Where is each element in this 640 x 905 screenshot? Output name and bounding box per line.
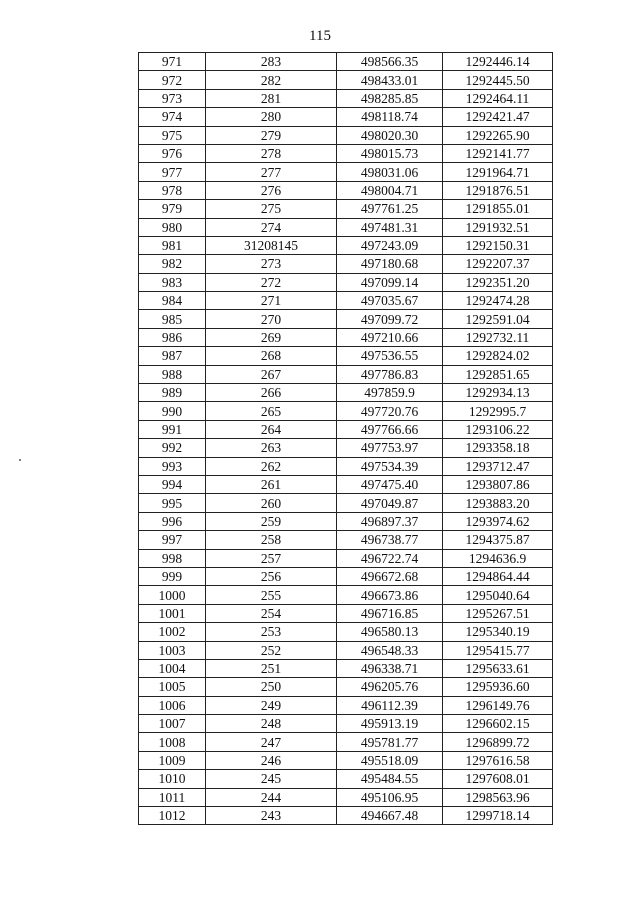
point-number-cell: 259 [206, 512, 337, 530]
table-row [139, 439, 553, 457]
point-number-cell: 283 [206, 53, 337, 71]
point-number-cell: 268 [206, 347, 337, 365]
y-coordinate-cell: 1295633.61 [443, 659, 553, 677]
table-row [139, 586, 553, 604]
y-coordinate-cell: 1292591.04 [443, 310, 553, 328]
table-row [139, 71, 553, 89]
x-coordinate-cell: 497859.9 [337, 384, 443, 402]
y-coordinate-cell: 1293807.86 [443, 475, 553, 493]
table-row [139, 310, 553, 328]
table-row [139, 788, 553, 806]
x-coordinate-cell: 498566.35 [337, 53, 443, 71]
point-number-cell: 269 [206, 328, 337, 346]
row-index-cell: 990 [139, 402, 206, 420]
x-coordinate-cell: 495781.77 [337, 733, 443, 751]
table-row [139, 751, 553, 769]
x-coordinate-cell: 497761.25 [337, 200, 443, 218]
x-coordinate-cell: 498285.85 [337, 89, 443, 107]
y-coordinate-cell: 1295340.19 [443, 623, 553, 641]
y-coordinate-cell: 1295936.60 [443, 678, 553, 696]
x-coordinate-cell: 498015.73 [337, 144, 443, 162]
table-row [139, 108, 553, 126]
table-row [139, 770, 553, 788]
x-coordinate-cell: 496738.77 [337, 531, 443, 549]
row-index-cell: 1001 [139, 604, 206, 622]
x-coordinate-cell: 496548.33 [337, 641, 443, 659]
row-index-cell: 1011 [139, 788, 206, 806]
table-row [139, 457, 553, 475]
row-index-cell: 1012 [139, 807, 206, 825]
y-coordinate-cell: 1293712.47 [443, 457, 553, 475]
point-number-cell: 249 [206, 696, 337, 714]
row-index-cell: 992 [139, 439, 206, 457]
row-index-cell: 1002 [139, 623, 206, 641]
x-coordinate-cell: 498433.01 [337, 71, 443, 89]
y-coordinate-cell: 1298563.96 [443, 788, 553, 806]
point-number-cell: 267 [206, 365, 337, 383]
x-coordinate-cell: 494667.48 [337, 807, 443, 825]
y-coordinate-cell: 1296149.76 [443, 696, 553, 714]
row-index-cell: 975 [139, 126, 206, 144]
table-row [139, 512, 553, 530]
table-row [139, 347, 553, 365]
x-coordinate-cell: 497099.72 [337, 310, 443, 328]
table-row [139, 696, 553, 714]
x-coordinate-cell: 497035.67 [337, 292, 443, 310]
x-coordinate-cell: 495518.09 [337, 751, 443, 769]
row-index-cell: 974 [139, 108, 206, 126]
x-coordinate-cell: 498004.71 [337, 181, 443, 199]
point-number-cell: 245 [206, 770, 337, 788]
table-row [139, 402, 553, 420]
x-coordinate-cell: 496716.85 [337, 604, 443, 622]
y-coordinate-cell: 1291964.71 [443, 163, 553, 181]
point-number-cell: 281 [206, 89, 337, 107]
row-index-cell: 983 [139, 273, 206, 291]
point-number-cell: 262 [206, 457, 337, 475]
point-number-cell: 266 [206, 384, 337, 402]
y-coordinate-cell: 1299718.14 [443, 807, 553, 825]
point-number-cell: 278 [206, 144, 337, 162]
row-index-cell: 984 [139, 292, 206, 310]
y-coordinate-cell: 1292995.7 [443, 402, 553, 420]
row-index-cell: 971 [139, 53, 206, 71]
table-row [139, 273, 553, 291]
y-coordinate-cell: 1292141.77 [443, 144, 553, 162]
table-row [139, 236, 553, 254]
point-number-cell: 272 [206, 273, 337, 291]
y-coordinate-cell: 1292732.11 [443, 328, 553, 346]
table-row [139, 659, 553, 677]
point-number-cell: 265 [206, 402, 337, 420]
row-index-cell: 972 [139, 71, 206, 89]
table-row [139, 475, 553, 493]
row-index-cell: 976 [139, 144, 206, 162]
table-row [139, 200, 553, 218]
row-index-cell: 1007 [139, 715, 206, 733]
table-row [139, 531, 553, 549]
x-coordinate-cell: 496338.71 [337, 659, 443, 677]
y-coordinate-cell: 1295415.77 [443, 641, 553, 659]
table-row [139, 604, 553, 622]
table-row [139, 255, 553, 273]
y-coordinate-cell: 1297616.58 [443, 751, 553, 769]
row-index-cell: 998 [139, 549, 206, 567]
row-index-cell: 980 [139, 218, 206, 236]
x-coordinate-cell: 498118.74 [337, 108, 443, 126]
point-number-cell: 274 [206, 218, 337, 236]
y-coordinate-cell: 1292265.90 [443, 126, 553, 144]
y-coordinate-cell: 1291932.51 [443, 218, 553, 236]
row-index-cell: 1008 [139, 733, 206, 751]
point-number-cell: 246 [206, 751, 337, 769]
point-number-cell: 258 [206, 531, 337, 549]
x-coordinate-cell: 497481.31 [337, 218, 443, 236]
y-coordinate-cell: 1294375.87 [443, 531, 553, 549]
x-coordinate-cell: 497243.09 [337, 236, 443, 254]
x-coordinate-cell: 497786.83 [337, 365, 443, 383]
point-number-cell: 260 [206, 494, 337, 512]
row-index-cell: 995 [139, 494, 206, 512]
y-coordinate-cell: 1292150.31 [443, 236, 553, 254]
y-coordinate-cell: 1293106.22 [443, 420, 553, 438]
y-coordinate-cell: 1293358.18 [443, 439, 553, 457]
point-number-cell: 279 [206, 126, 337, 144]
coordinates-table [138, 52, 553, 825]
row-index-cell: 997 [139, 531, 206, 549]
point-number-cell: 251 [206, 659, 337, 677]
point-number-cell: 253 [206, 623, 337, 641]
table-row [139, 715, 553, 733]
x-coordinate-cell: 496205.76 [337, 678, 443, 696]
point-number-cell: 252 [206, 641, 337, 659]
row-index-cell: 1006 [139, 696, 206, 714]
y-coordinate-cell: 1292851.65 [443, 365, 553, 383]
table-row [139, 384, 553, 402]
point-number-cell: 277 [206, 163, 337, 181]
row-index-cell: 1005 [139, 678, 206, 696]
point-number-cell: 255 [206, 586, 337, 604]
table-row [139, 494, 553, 512]
x-coordinate-cell: 496897.37 [337, 512, 443, 530]
y-coordinate-cell: 1296899.72 [443, 733, 553, 751]
point-number-cell: 243 [206, 807, 337, 825]
table-row [139, 549, 553, 567]
point-number-cell: 261 [206, 475, 337, 493]
row-index-cell: 986 [139, 328, 206, 346]
page-number: 115 [309, 28, 331, 44]
x-coordinate-cell: 497475.40 [337, 475, 443, 493]
table-row [139, 126, 553, 144]
x-coordinate-cell: 496673.86 [337, 586, 443, 604]
point-number-cell: 254 [206, 604, 337, 622]
point-number-cell: 264 [206, 420, 337, 438]
y-coordinate-cell: 1292351.20 [443, 273, 553, 291]
point-number-cell: 270 [206, 310, 337, 328]
coordinates-table-body [139, 53, 553, 825]
row-index-cell: 1000 [139, 586, 206, 604]
point-number-cell: 275 [206, 200, 337, 218]
row-index-cell: 999 [139, 567, 206, 585]
y-coordinate-cell: 1292474.28 [443, 292, 553, 310]
table-row [139, 365, 553, 383]
row-index-cell: 987 [139, 347, 206, 365]
table-row [139, 292, 553, 310]
stray-mark [19, 459, 21, 461]
table-row [139, 328, 553, 346]
y-coordinate-cell: 1292824.02 [443, 347, 553, 365]
point-number-cell: 271 [206, 292, 337, 310]
y-coordinate-cell: 1291855.01 [443, 200, 553, 218]
table-row [139, 420, 553, 438]
row-index-cell: 979 [139, 200, 206, 218]
x-coordinate-cell: 496672.68 [337, 567, 443, 585]
point-number-cell: 244 [206, 788, 337, 806]
row-index-cell: 1009 [139, 751, 206, 769]
y-coordinate-cell: 1292934.13 [443, 384, 553, 402]
row-index-cell: 994 [139, 475, 206, 493]
row-index-cell: 982 [139, 255, 206, 273]
y-coordinate-cell: 1295267.51 [443, 604, 553, 622]
x-coordinate-cell: 496722.74 [337, 549, 443, 567]
table-row [139, 53, 553, 71]
table-row [139, 807, 553, 825]
table-row [139, 163, 553, 181]
x-coordinate-cell: 496112.39 [337, 696, 443, 714]
table-row [139, 89, 553, 107]
table-row [139, 641, 553, 659]
x-coordinate-cell: 497049.87 [337, 494, 443, 512]
row-index-cell: 1004 [139, 659, 206, 677]
y-coordinate-cell: 1292421.47 [443, 108, 553, 126]
row-index-cell: 996 [139, 512, 206, 530]
y-coordinate-cell: 1294864.44 [443, 567, 553, 585]
row-index-cell: 973 [139, 89, 206, 107]
y-coordinate-cell: 1292207.37 [443, 255, 553, 273]
y-coordinate-cell: 1293883.20 [443, 494, 553, 512]
x-coordinate-cell: 495484.55 [337, 770, 443, 788]
point-number-cell: 250 [206, 678, 337, 696]
point-number-cell: 273 [206, 255, 337, 273]
point-number-cell: 263 [206, 439, 337, 457]
x-coordinate-cell: 497766.66 [337, 420, 443, 438]
x-coordinate-cell: 497099.14 [337, 273, 443, 291]
y-coordinate-cell: 1291876.51 [443, 181, 553, 199]
row-index-cell: 985 [139, 310, 206, 328]
table-row [139, 678, 553, 696]
point-number-cell: 282 [206, 71, 337, 89]
y-coordinate-cell: 1296602.15 [443, 715, 553, 733]
x-coordinate-cell: 497210.66 [337, 328, 443, 346]
row-index-cell: 1010 [139, 770, 206, 788]
x-coordinate-cell: 497753.97 [337, 439, 443, 457]
point-number-cell: 256 [206, 567, 337, 585]
y-coordinate-cell: 1292446.14 [443, 53, 553, 71]
point-number-cell: 257 [206, 549, 337, 567]
row-index-cell: 993 [139, 457, 206, 475]
x-coordinate-cell: 497720.76 [337, 402, 443, 420]
table-row [139, 181, 553, 199]
point-number-cell: 280 [206, 108, 337, 126]
row-index-cell: 981 [139, 236, 206, 254]
point-number-cell: 247 [206, 733, 337, 751]
point-number-cell: 31208145 [206, 236, 337, 254]
x-coordinate-cell: 496580.13 [337, 623, 443, 641]
table-row [139, 567, 553, 585]
row-index-cell: 989 [139, 384, 206, 402]
x-coordinate-cell: 497534.39 [337, 457, 443, 475]
x-coordinate-cell: 497180.68 [337, 255, 443, 273]
y-coordinate-cell: 1294636.9 [443, 549, 553, 567]
y-coordinate-cell: 1292445.50 [443, 71, 553, 89]
row-index-cell: 1003 [139, 641, 206, 659]
point-number-cell: 248 [206, 715, 337, 733]
x-coordinate-cell: 498020.30 [337, 126, 443, 144]
point-number-cell: 276 [206, 181, 337, 199]
row-index-cell: 991 [139, 420, 206, 438]
row-index-cell: 988 [139, 365, 206, 383]
table-row [139, 144, 553, 162]
x-coordinate-cell: 498031.06 [337, 163, 443, 181]
table-row [139, 218, 553, 236]
x-coordinate-cell: 495913.19 [337, 715, 443, 733]
y-coordinate-cell: 1292464.11 [443, 89, 553, 107]
y-coordinate-cell: 1293974.62 [443, 512, 553, 530]
x-coordinate-cell: 495106.95 [337, 788, 443, 806]
y-coordinate-cell: 1297608.01 [443, 770, 553, 788]
x-coordinate-cell: 497536.55 [337, 347, 443, 365]
table-row [139, 623, 553, 641]
table-row [139, 733, 553, 751]
row-index-cell: 978 [139, 181, 206, 199]
row-index-cell: 977 [139, 163, 206, 181]
y-coordinate-cell: 1295040.64 [443, 586, 553, 604]
